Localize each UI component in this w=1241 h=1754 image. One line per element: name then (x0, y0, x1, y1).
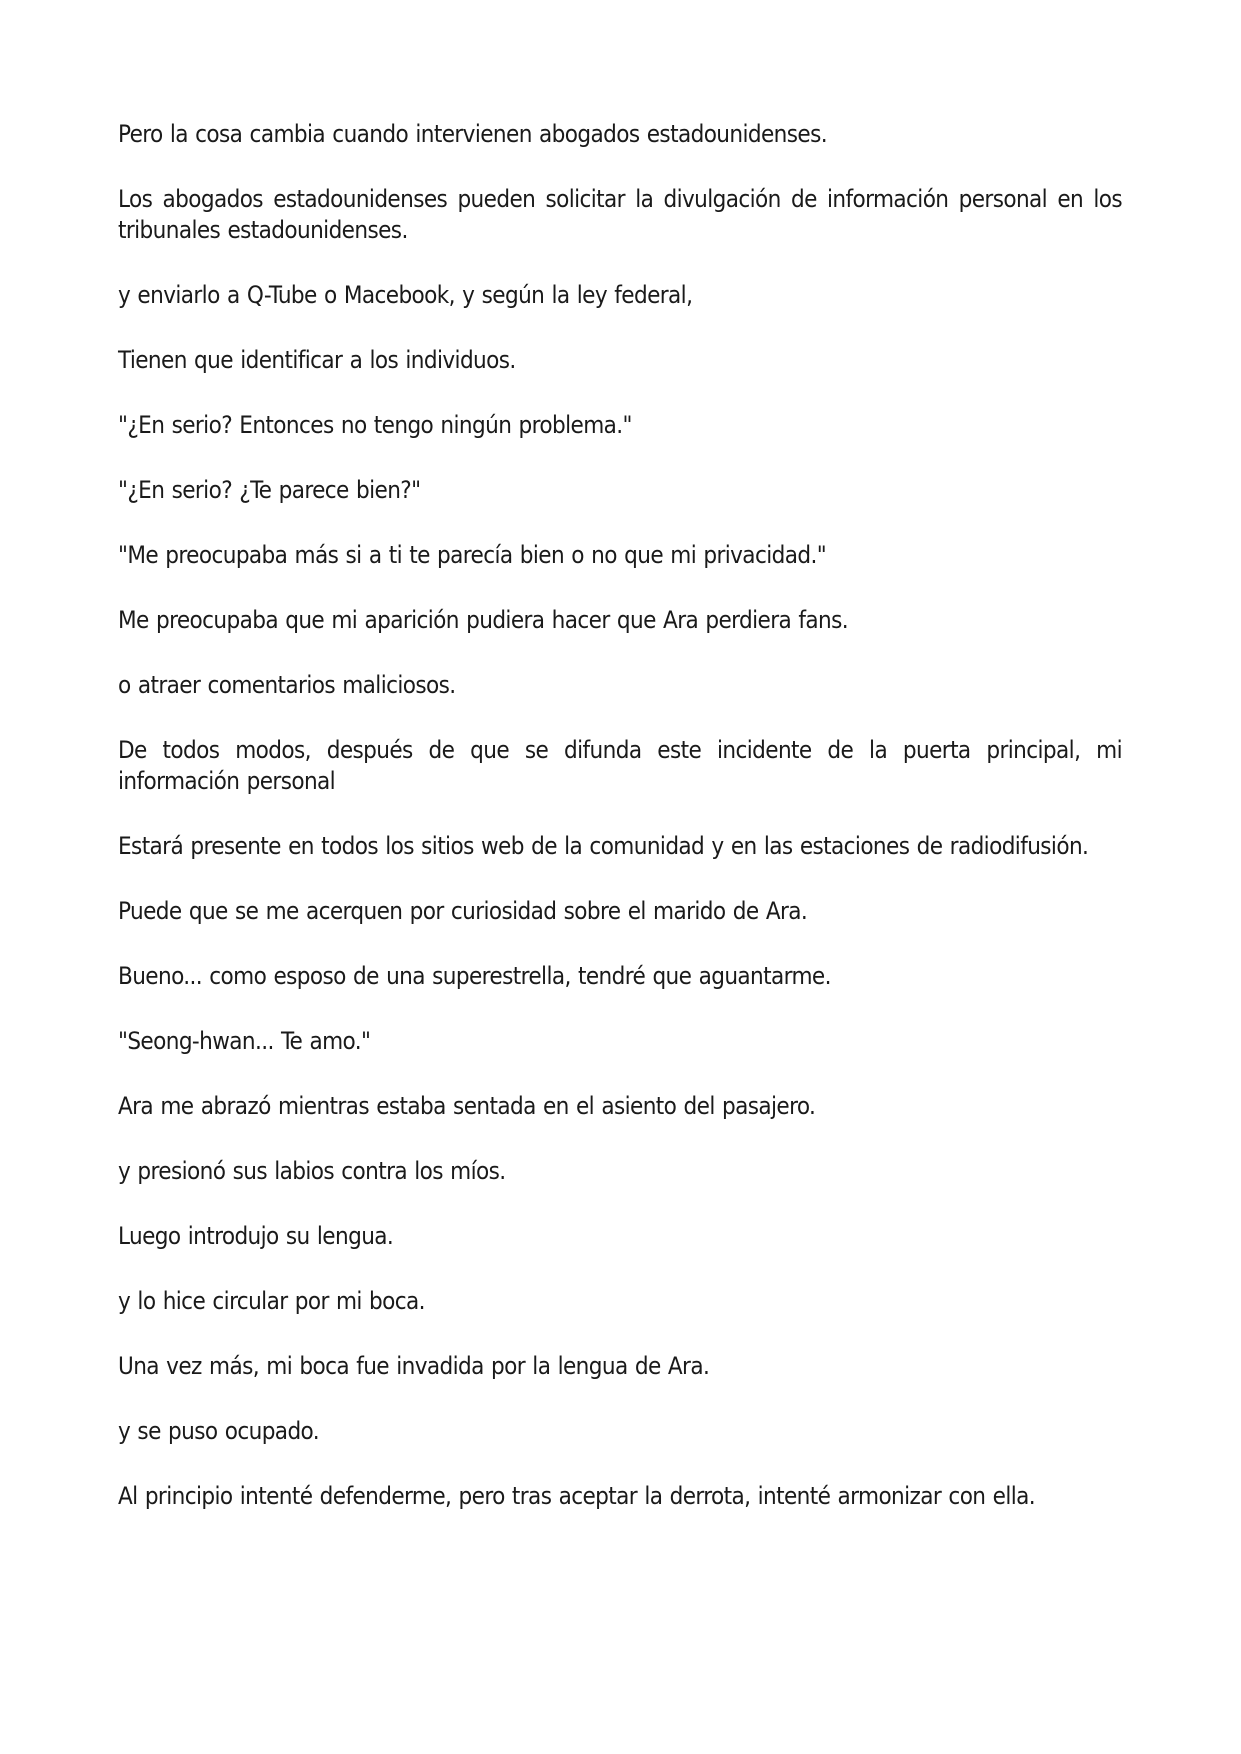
paragraph: "¿En serio? ¿Te parece bien?" (118, 476, 421, 504)
paragraph: De todos modos, después de que se difunda este incidente de la puerta principal, mi información personal (118, 736, 1122, 795)
paragraph: Al principio intenté defenderme, pero tras aceptar la derrota, intenté armonizar con ella. (118, 1482, 1036, 1510)
paragraph: Bueno... como esposo de una superestrella, tendré que aguantarme. (118, 962, 831, 990)
paragraph: y se puso ocupado. (118, 1417, 319, 1445)
paragraph: Los abogados estadounidenses pueden solicitar la divulgación de información personal en los tribunales estadounidenses. (118, 185, 1122, 244)
paragraph: Ara me abrazó mientras estaba sentada en el asiento del pasajero. (118, 1092, 816, 1120)
paragraph: Puede que se me acerquen por curiosidad sobre el marido de Ara. (118, 897, 808, 925)
paragraph: Estará presente en todos los sitios web de la comunidad y en las estaciones de radiodifusión. (118, 832, 1089, 860)
paragraph: Me preocupaba que mi aparición pudiera hacer que Ara perdiera fans. (118, 606, 848, 634)
paragraph: y lo hice circular por mi boca. (118, 1287, 425, 1315)
paragraph: Pero la cosa cambia cuando intervienen abogados estadounidenses. (118, 120, 828, 148)
paragraph: y enviarlo a Q-Tube o Macebook, y según la ley federal, (118, 281, 693, 309)
paragraph: Tienen que identificar a los individuos. (118, 346, 516, 374)
paragraph: o atraer comentarios maliciosos. (118, 671, 456, 699)
paragraph: "¿En serio? Entonces no tengo ningún problema." (118, 411, 632, 439)
paragraph: "Me preocupaba más si a ti te parecía bien o no que mi privacidad." (118, 541, 827, 569)
paragraph: "Seong-hwan... Te amo." (118, 1027, 371, 1055)
paragraph: Una vez más, mi boca fue invadida por la lengua de Ara. (118, 1352, 710, 1380)
document-body (118, 119, 1122, 1546)
paragraph: Luego introdujo su lengua. (118, 1222, 394, 1250)
paragraph: y presionó sus labios contra los míos. (118, 1157, 506, 1185)
